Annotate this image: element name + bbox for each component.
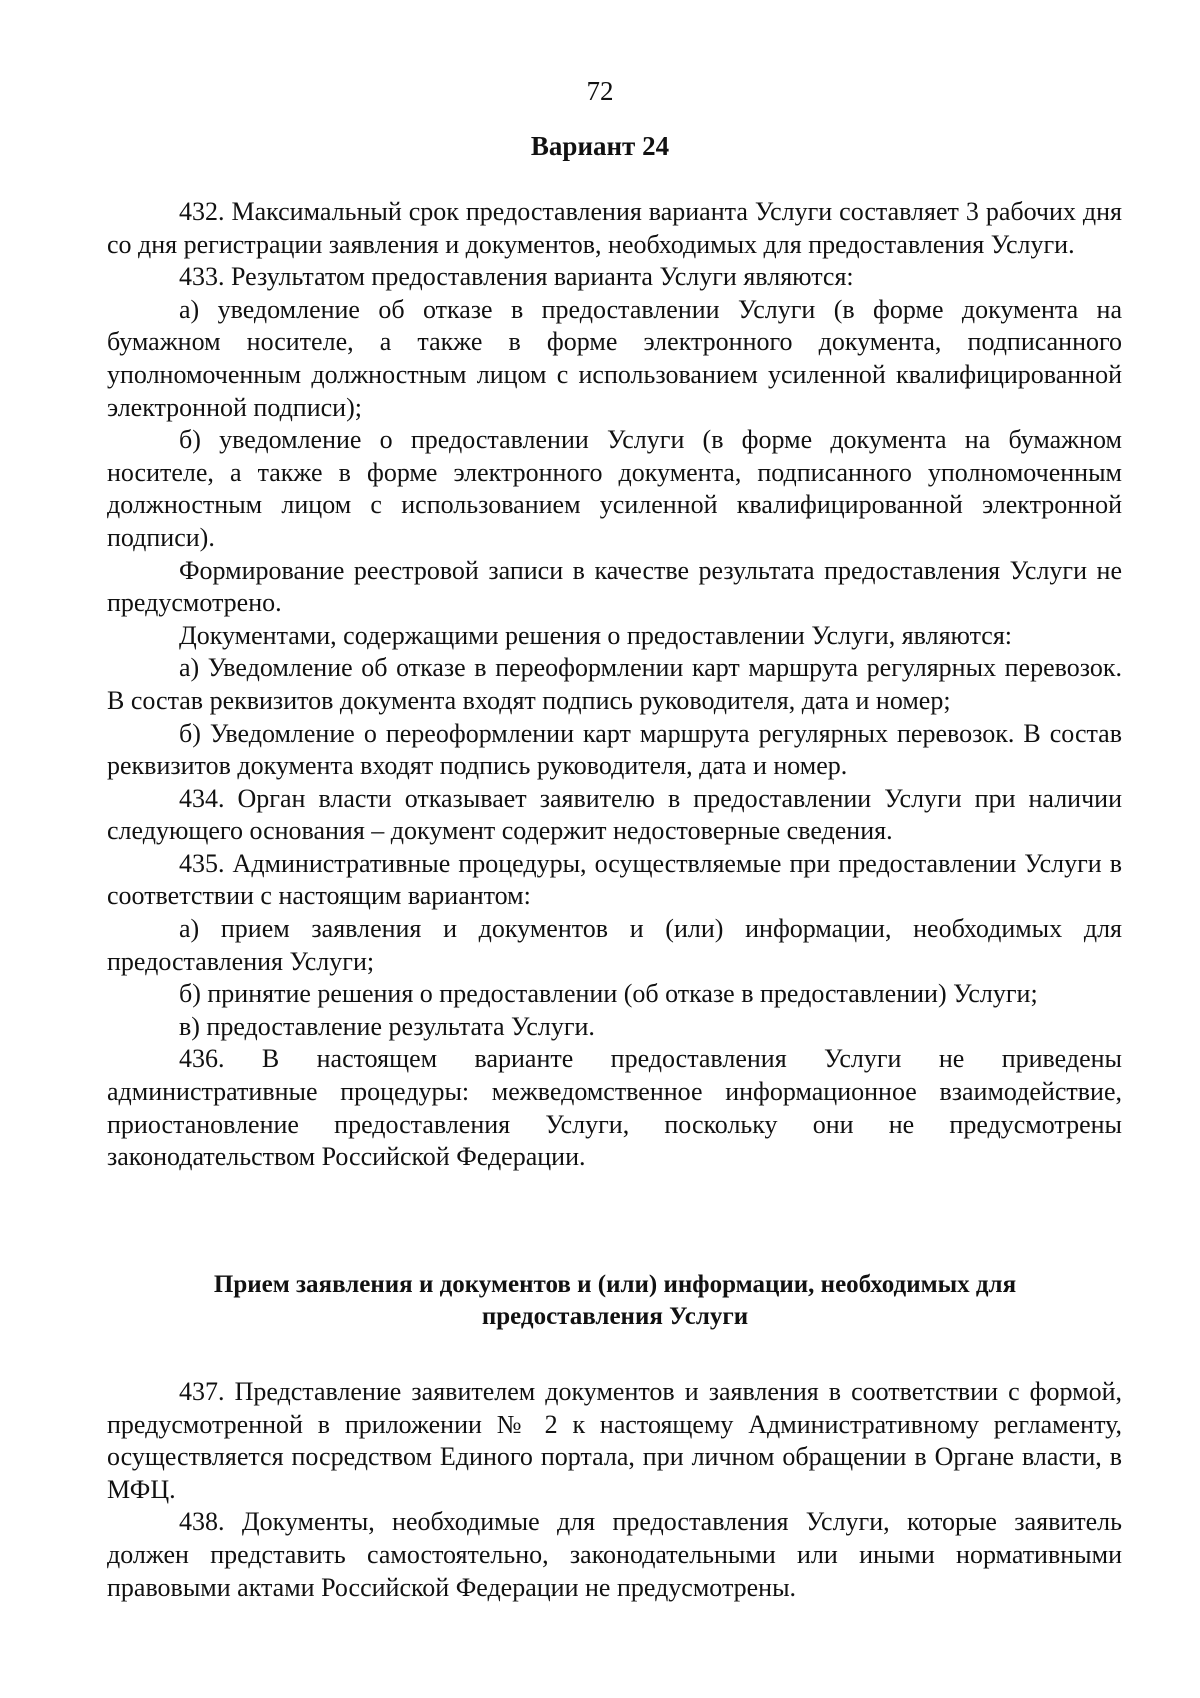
paragraph-435: 435. Административные процедуры, осуществляемые при предоставлении Услуги в соответствии с настоящим вариантом: xyxy=(107,848,1122,911)
paragraph-434: 434. Орган власти отказывает заявителю в предоставлении Услуги при наличии следующего основания – документ содержит недостоверные сведения. xyxy=(107,783,1122,846)
paragraph-433-b: б) уведомление о предоставлении Услуги (в форме документа на бумажном носителе, а также в форме электронного документа, подписанного уполномоченным должностным лицом с использованием усиленной квалифицированной электронной подписи). xyxy=(107,425,1122,552)
paragraph-435-a: а) прием заявления и документов и (или) информации, необходимых для предоставления Услуги; xyxy=(107,914,1122,976)
paragraph-437: 437. Представление заявителем документов и заявления в соответствии с формой, предусмотренной в приложении № 2 к настоящему Административному регламенту, осуществляется посредством Единого портала, при личном обращении в Органе власти, в МФЦ. xyxy=(107,1377,1122,1504)
paragraph-435-b: б) принятие решения о предоставлении (об отказе в предоставлении) Услуги; xyxy=(179,979,1038,1009)
text-block-main xyxy=(107,196,1122,1174)
paragraph-decision-documents: Документами, содержащими решения о предоставлении Услуги, являются: xyxy=(179,620,1013,650)
paragraph-433-a: а) уведомление об отказе в предоставлении Услуги (в форме документа на бумажном носителе, а также в форме электронного документа, подписанного уполномоченным должностным лицом с использованием усиленной квалифицированной электронной подписи); xyxy=(107,294,1122,422)
paragraph-433: 433. Результатом предоставления варианта Услуги являются: xyxy=(179,262,854,292)
paragraph-decision-b: б) Уведомление о переоформлении карт маршрута регулярных перевозок. В состав реквизитов документа входят подпись руководителя, дата и номер. xyxy=(107,718,1122,781)
paragraph-432: 432. Максимальный срок предоставления варианта Услуги составляет 3 рабочих дня со дня регистрации заявления и документов, необходимых для предоставления Услуги. xyxy=(107,197,1122,259)
page-number: 72 xyxy=(586,76,614,106)
paragraph-435-c: в) предоставление результата Услуги. xyxy=(179,1011,595,1041)
variant-title: Вариант 24 xyxy=(530,131,670,161)
paragraph-registry-record: Формирование реестровой записи в качестве результата предоставления Услуги не предусмотрено. xyxy=(107,555,1122,618)
text-block-section xyxy=(107,1376,1122,1604)
section-heading: Прием заявления и документов и (или) информации, необходимых для предоставления Услуги xyxy=(213,1271,1017,1330)
paragraph-436: 436. В настоящем варианте предоставления Услуги не приведены административные процедуры: межведомственное информационное взаимодействие, приостановление предоставления Услуги, поскольку они не предусмотрены законодательством Российской Федерации. xyxy=(107,1044,1122,1172)
paragraph-decision-a: а) Уведомление об отказе в переоформлении карт маршрута регулярных перевозок. В состав реквизитов документа входят подпись руководителя, дата и номер; xyxy=(107,653,1122,715)
paragraph-438: 438. Документы, необходимые для предоставления Услуги, которые заявитель должен представить самостоятельно, законодательными или иными нормативными правовыми актами Российской Федерации не предусмотрены. xyxy=(107,1507,1122,1602)
